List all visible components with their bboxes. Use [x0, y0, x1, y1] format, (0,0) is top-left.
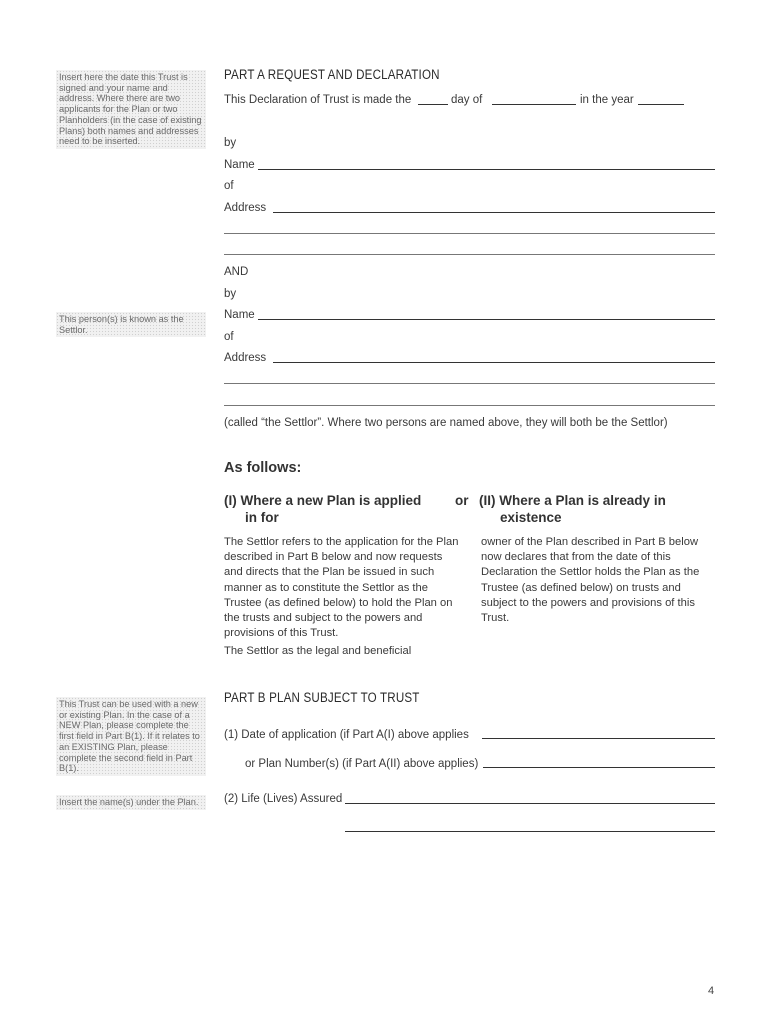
option-2-heading-cont: existence: [500, 510, 562, 525]
as-follows-heading: As follows:: [224, 460, 302, 476]
note-date-name-address: Insert here the date this Trust is signed and your name and address. Where there are two applicants for the Plan or two Planholders (in the case of existing Plans) both names and addresses need to be inserted.: [56, 70, 206, 149]
address-label-2: Address: [224, 352, 267, 364]
address-line-2c[interactable]: [224, 405, 715, 406]
address-line-1b[interactable]: [224, 233, 715, 234]
and-label: AND: [224, 266, 249, 278]
address-line-2b[interactable]: [224, 383, 715, 384]
of-label-1: of: [224, 180, 234, 192]
note-settlor: This person(s) is known as the Settlor.: [56, 312, 206, 337]
option-1-heading-cont: in for: [245, 510, 279, 525]
by-label-2: by: [224, 288, 237, 300]
name-label-1: Name: [224, 159, 255, 171]
declaration-day-of: day of: [451, 94, 483, 106]
declaration-year-label: in the year: [580, 94, 634, 106]
date-of-application-label: (1) Date of application (if Part A(I) above applies: [224, 729, 469, 741]
name-label-2: Name: [224, 309, 255, 321]
part-b-heading: PART B PLAN SUBJECT TO TRUST: [224, 690, 420, 705]
month-field[interactable]: [492, 104, 576, 105]
address-line-1c[interactable]: [224, 254, 715, 255]
name-field-2[interactable]: [258, 319, 715, 320]
of-label-2: of: [224, 331, 234, 343]
page-number: 4: [708, 985, 715, 997]
address-field-2[interactable]: [273, 362, 715, 363]
name-field-1[interactable]: [258, 169, 715, 170]
address-field-1[interactable]: [273, 212, 715, 213]
option-1-text-cont: The Settlor as the legal and beneficial: [224, 645, 412, 657]
by-label-1: by: [224, 137, 237, 149]
option-2-text: owner of the Plan described in Part B below now declares that from the date of this Declaration the Settlor holds the Plan as the Trustee (as defined below) on trusts and subject to the powers and provisions of this Trust.: [481, 536, 700, 625]
plan-number-label: or Plan Number(s) (if Part A(II) above applies): [245, 758, 479, 770]
date-of-application-field[interactable]: [482, 738, 715, 739]
address-label-1: Address: [224, 202, 267, 214]
or-label: or: [455, 493, 469, 508]
note-insert-names: Insert the name(s) under the Plan.: [56, 795, 206, 810]
declaration-prefix: This Declaration of Trust is made the: [224, 94, 412, 106]
option-1-text: The Settlor refers to the application for the Plan described in Part B below and now requests and directs that the Plan be issued in such manner as to constitute the Settlor as the Trustee (as defined below) to hold the Plan on the trusts and subject to the powers and provisions of this Trust.: [224, 536, 459, 640]
life-assured-field-2[interactable]: [345, 831, 715, 832]
note-new-or-existing-plan: This Trust can be used with a new or existing Plan. In the case of a NEW Plan, please complete the first field in Part B(1). If it relates to an EXISTING Plan, please complete the second field in Part B(1).: [56, 697, 206, 776]
year-field[interactable]: [638, 104, 684, 105]
option-1-heading: (I) Where a new Plan is applied: [224, 493, 422, 508]
option-2-heading: (II) Where a Plan is already in: [479, 493, 666, 508]
plan-number-field[interactable]: [483, 767, 715, 768]
day-field[interactable]: [418, 104, 448, 105]
part-a-heading: PART A REQUEST AND DECLARATION: [224, 67, 440, 82]
life-assured-label: (2) Life (Lives) Assured: [224, 793, 343, 805]
called-settlor-note: (called “the Settlor”. Where two persons are named above, they will both be the Settlor): [224, 417, 668, 429]
life-assured-field[interactable]: [345, 803, 715, 804]
